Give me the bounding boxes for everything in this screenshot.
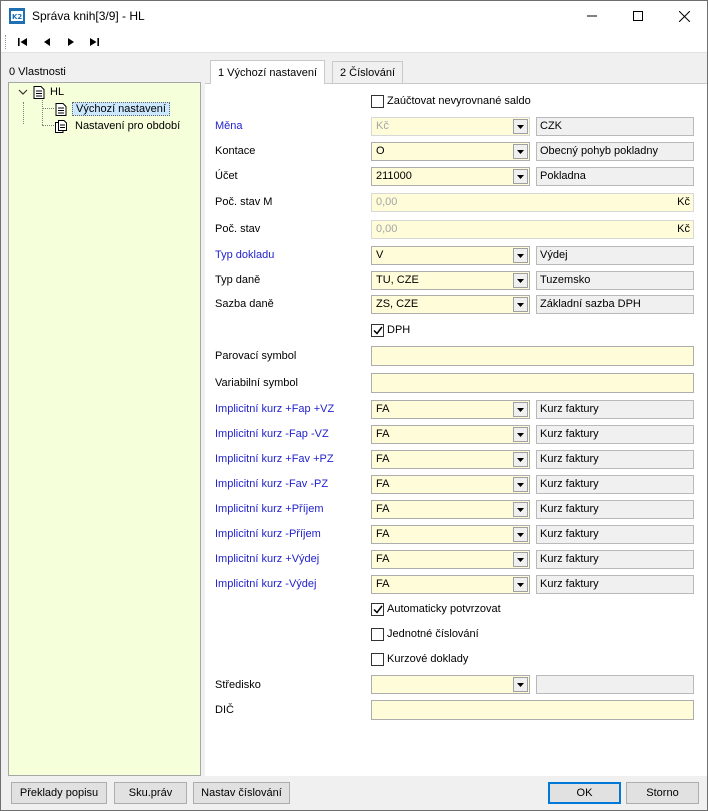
documents-icon bbox=[55, 120, 67, 133]
dropdown-arrow-icon[interactable] bbox=[513, 502, 528, 517]
combo-value: ZS, CZE bbox=[376, 298, 419, 310]
label-variabilni-symbol: Variabilní symbol bbox=[215, 377, 298, 389]
label-kurz-fav-plus: Implicitní kurz +Fav +PZ bbox=[215, 453, 334, 465]
desc-kontace: Obecný pohyb pokladny bbox=[536, 142, 694, 161]
nastav-cislovani-button[interactable]: Nastav číslování bbox=[193, 782, 290, 804]
label-ucet: Účet bbox=[215, 170, 238, 182]
label-stredisko: Středisko bbox=[215, 679, 261, 691]
checkbox-box bbox=[371, 95, 384, 108]
dropdown-arrow-icon[interactable] bbox=[513, 477, 528, 492]
label-kurz-fav-minus: Implicitní kurz -Fav -PZ bbox=[215, 478, 329, 490]
checkbox-jednotne-cislovani[interactable] bbox=[371, 626, 479, 642]
combo-kurz-fav-plus[interactable] bbox=[371, 450, 530, 469]
tree-item-obdobi[interactable] bbox=[55, 118, 180, 134]
checkbox-box bbox=[371, 603, 384, 616]
checkmark-icon bbox=[373, 326, 383, 335]
label-mena: Měna bbox=[215, 120, 243, 132]
next-record-button[interactable] bbox=[61, 34, 81, 50]
dropdown-arrow-icon[interactable] bbox=[513, 402, 528, 417]
dropdown-arrow-icon[interactable] bbox=[513, 452, 528, 467]
input-dic[interactable] bbox=[371, 700, 694, 720]
label-kurz-vydej-plus: Implicitní kurz +Výdej bbox=[215, 553, 320, 565]
label-sazba-dane: Sazba daně bbox=[215, 298, 274, 310]
next-icon bbox=[67, 38, 75, 46]
label-dic: DIČ bbox=[215, 704, 234, 716]
properties-label: 0 Vlastnosti bbox=[9, 66, 66, 78]
combo-kurz-fap-plus[interactable] bbox=[371, 400, 530, 419]
checkbox-dph[interactable] bbox=[371, 322, 410, 338]
label-kontace: Kontace bbox=[215, 145, 256, 157]
combo-value: FA bbox=[376, 553, 390, 565]
label-kurz-fap-minus: Implicitní kurz -Fap -VZ bbox=[215, 428, 329, 440]
window-title: Správa knih[3/9] - HL bbox=[32, 9, 145, 23]
maximize-icon bbox=[633, 11, 643, 21]
tree-connector bbox=[42, 108, 54, 109]
first-icon bbox=[18, 38, 28, 46]
checkbox-box bbox=[371, 628, 384, 641]
minimize-button[interactable] bbox=[569, 1, 615, 31]
combo-typ-dokladu[interactable] bbox=[371, 246, 530, 265]
title-bar bbox=[1, 1, 707, 31]
combo-value: FA bbox=[376, 578, 390, 590]
combo-kurz-vydej-plus[interactable] bbox=[371, 550, 530, 569]
desc-kurz-fap-plus: Kurz faktury bbox=[536, 400, 694, 419]
combo-stredisko[interactable] bbox=[371, 675, 530, 694]
desc-ucet: Pokladna bbox=[536, 167, 694, 186]
combo-kurz-vydej-minus[interactable] bbox=[371, 575, 530, 594]
input-value: 0,00 bbox=[376, 196, 398, 208]
desc-kurz-prijem-plus: Kurz faktury bbox=[536, 500, 694, 519]
input-poc-stav-m[interactable] bbox=[371, 193, 694, 212]
checkbox-zauctovat[interactable] bbox=[371, 93, 531, 109]
combo-typ-dane[interactable] bbox=[371, 271, 530, 290]
document-icon bbox=[33, 86, 45, 99]
combo-value: FA bbox=[376, 453, 390, 465]
desc-kurz-vydej-plus: Kurz faktury bbox=[536, 550, 694, 569]
desc-mena: CZK bbox=[536, 117, 694, 136]
desc-kurz-fav-plus: Kurz faktury bbox=[536, 450, 694, 469]
desc-typ-dane: Tuzemsko bbox=[536, 271, 694, 290]
tab-cislovani[interactable] bbox=[332, 61, 403, 83]
dropdown-arrow-icon[interactable] bbox=[513, 297, 528, 312]
combo-kontace[interactable] bbox=[371, 142, 530, 161]
label-typ-dane: Typ daně bbox=[215, 274, 261, 286]
currency-label: Kč bbox=[677, 196, 690, 208]
ok-button[interactable]: OK bbox=[548, 782, 621, 804]
checkbox-kurzove-doklady[interactable] bbox=[371, 651, 468, 667]
tab-label: 2 Číslování bbox=[340, 66, 396, 79]
minimize-icon bbox=[587, 11, 597, 21]
tab-label: 1 Výchozí nastavení bbox=[218, 66, 318, 79]
dropdown-arrow-icon[interactable] bbox=[513, 552, 528, 567]
tree-connector bbox=[23, 102, 24, 124]
properties-tree bbox=[8, 82, 201, 776]
input-parovaci-symbol[interactable] bbox=[371, 346, 694, 366]
combo-value: V bbox=[376, 249, 384, 261]
desc-typ-dokladu: Výdej bbox=[536, 246, 694, 265]
navigation-toolbar bbox=[1, 31, 707, 53]
desc-stredisko bbox=[536, 675, 694, 694]
checkbox-box bbox=[371, 653, 384, 666]
label-parovaci-symbol: Parovací symbol bbox=[215, 350, 297, 362]
combo-value: TU, CZE bbox=[376, 274, 419, 286]
input-poc-stav[interactable] bbox=[371, 220, 694, 239]
combo-kurz-fap-minus[interactable] bbox=[371, 425, 530, 444]
dropdown-arrow-icon[interactable] bbox=[513, 119, 528, 134]
close-button[interactable] bbox=[661, 1, 707, 31]
tab-vychozi-nastaveni[interactable] bbox=[210, 60, 325, 84]
label-poc-stav: Poč. stav bbox=[215, 223, 261, 235]
combo-kurz-fav-minus[interactable] bbox=[371, 475, 530, 494]
desc-kurz-prijem-minus: Kurz faktury bbox=[536, 525, 694, 544]
last-record-button[interactable] bbox=[84, 34, 104, 50]
combo-value: FA bbox=[376, 478, 390, 490]
checkbox-label: DPH bbox=[387, 324, 411, 336]
checkbox-label: Kurzové doklady bbox=[387, 653, 469, 665]
dropdown-arrow-icon[interactable] bbox=[513, 169, 528, 184]
dropdown-arrow-icon[interactable] bbox=[513, 577, 528, 592]
checkmark-icon bbox=[373, 605, 383, 614]
document-icon bbox=[55, 103, 67, 116]
sku-prav-button[interactable]: Sku.práv bbox=[114, 782, 187, 804]
checkbox-label: Jednotné číslování bbox=[387, 628, 479, 640]
dropdown-arrow-icon[interactable] bbox=[513, 677, 528, 692]
combo-value: O bbox=[376, 145, 385, 157]
label-kurz-vydej-minus: Implicitní kurz -Výdej bbox=[215, 578, 317, 590]
checkbox-box bbox=[371, 324, 384, 337]
combo-value: FA bbox=[376, 503, 390, 515]
desc-kurz-fap-minus: Kurz faktury bbox=[536, 425, 694, 444]
dropdown-arrow-icon[interactable] bbox=[513, 273, 528, 288]
checkbox-label: Automaticky potvrzovat bbox=[387, 603, 501, 615]
input-value: 0,00 bbox=[376, 223, 398, 235]
combo-sazba-dane[interactable] bbox=[371, 295, 530, 314]
toolbar-grip[interactable] bbox=[5, 35, 7, 49]
first-record-button[interactable] bbox=[13, 34, 33, 50]
combo-value: FA bbox=[376, 403, 390, 415]
preklady-popisu-button[interactable]: Překlady popisu bbox=[11, 782, 107, 804]
tree-connector bbox=[42, 100, 43, 125]
previous-record-button[interactable] bbox=[37, 34, 57, 50]
label-kurz-fap-plus: Implicitní kurz +Fap +VZ bbox=[215, 403, 335, 415]
dropdown-arrow-icon[interactable] bbox=[513, 427, 528, 442]
tree-item-vychozi[interactable] bbox=[55, 101, 170, 117]
desc-kurz-vydej-minus: Kurz faktury bbox=[536, 575, 694, 594]
combo-value: 211000 bbox=[376, 170, 412, 182]
previous-icon bbox=[43, 38, 51, 46]
settings-panel bbox=[205, 83, 707, 776]
close-icon bbox=[679, 11, 690, 22]
currency-label: Kč bbox=[677, 223, 690, 235]
tree-label-vychozi: Výchozí nastavení bbox=[72, 102, 170, 116]
label-typ-dokladu: Typ dokladu bbox=[215, 249, 275, 261]
desc-kurz-fav-minus: Kurz faktury bbox=[536, 475, 694, 494]
label-kurz-prijem-plus: Implicitní kurz +Příjem bbox=[215, 503, 324, 515]
combo-kurz-prijem-plus[interactable] bbox=[371, 500, 530, 519]
dropdown-arrow-icon[interactable] bbox=[513, 527, 528, 542]
tree-item-hl[interactable] bbox=[18, 84, 64, 100]
combo-mena[interactable] bbox=[371, 117, 530, 136]
dropdown-arrow-icon[interactable] bbox=[513, 144, 528, 159]
combo-value: FA bbox=[376, 428, 390, 440]
combo-value: Kč bbox=[376, 120, 389, 132]
storno-button[interactable]: Storno bbox=[626, 782, 699, 804]
label-kurz-prijem-minus: Implicitní kurz -Příjem bbox=[215, 528, 321, 540]
last-icon bbox=[89, 38, 99, 46]
tree-label-hl: HL bbox=[50, 86, 65, 98]
checkbox-automaticky-potvrzovat[interactable] bbox=[371, 601, 501, 617]
tree-connector bbox=[42, 125, 54, 126]
chevron-down-icon bbox=[18, 88, 28, 96]
desc-sazba-dane: Základní sazba DPH bbox=[536, 295, 694, 314]
input-variabilni-symbol[interactable] bbox=[371, 373, 694, 393]
combo-ucet[interactable] bbox=[371, 167, 530, 186]
label-poc-stav-m: Poč. stav M bbox=[215, 196, 273, 208]
svg-text:K2: K2 bbox=[12, 13, 23, 21]
combo-value: FA bbox=[376, 528, 390, 540]
tree-label-obdobi: Nastavení pro období bbox=[75, 120, 181, 132]
checkbox-label: Zaúčtovat nevyrovnané saldo bbox=[387, 95, 531, 107]
dropdown-arrow-icon[interactable] bbox=[513, 248, 528, 263]
combo-kurz-prijem-minus[interactable] bbox=[371, 525, 530, 544]
maximize-button[interactable] bbox=[615, 1, 661, 31]
app-icon bbox=[9, 8, 25, 24]
